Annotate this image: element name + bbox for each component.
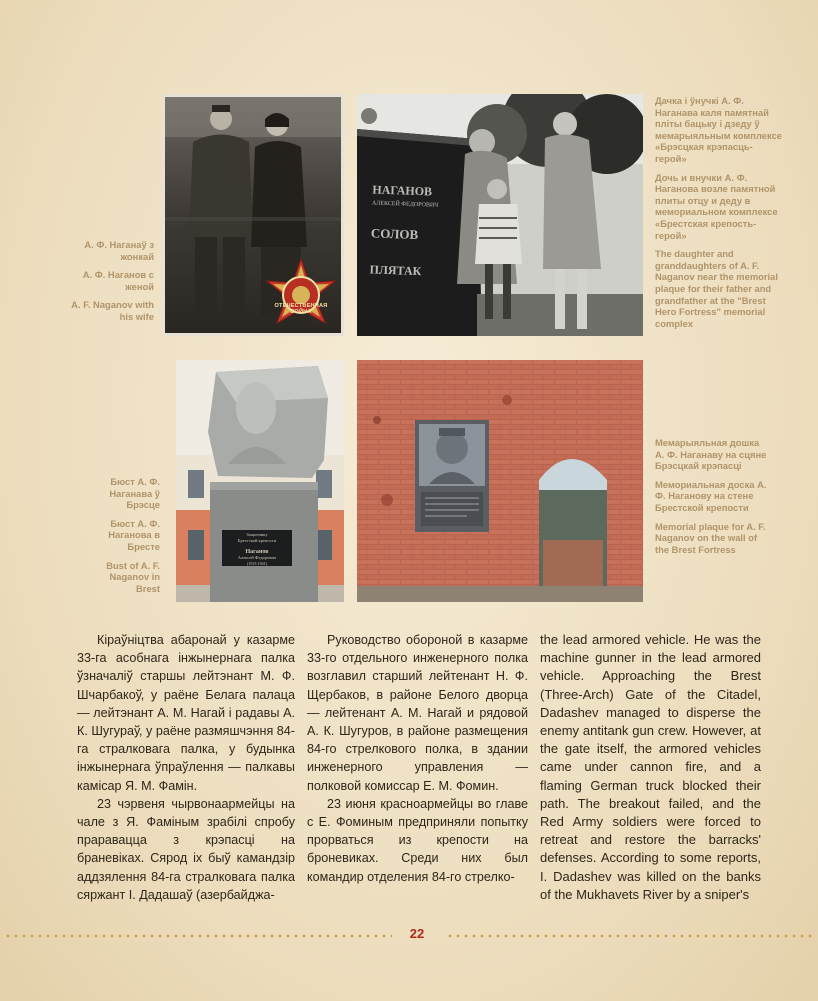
plate-line-4: Алексей Федорович — [237, 555, 277, 560]
column-english — [540, 631, 761, 904]
photo-bust — [176, 360, 344, 602]
paragraph-ru-1: Руководство обороной в казарме 33-го отдельного инженерного полка возглавил старший лейтенант Н. Ф. Щербаков, в районе Белого дворца — лейтенант А. М. Нагай и рядовой А. К. Шугуров, в районе размещения 84-го стрелкового полка, в здании инженерного управления — полковой комиссар Е. М. Фомин. — [307, 633, 528, 793]
slab-name-1: НАГАНОВ — [372, 182, 433, 199]
plate-line-1: Защитнику — [246, 532, 268, 537]
caption-family-be: Дачка і ўнучкі А. Ф. Наганава каля памятнай пліты бацьку і дзеду ў мемарыяльным комплексе «Брэсцкая крэпасць-герой» — [655, 95, 782, 164]
caption-wife-be: А. Ф. Наганаў з жонкай — [84, 239, 154, 262]
caption-wife-ru: А. Ф. Наганов с женой — [82, 269, 154, 292]
caption-bust — [86, 476, 160, 601]
photo-plaque-wall — [357, 360, 643, 602]
caption-plaque — [655, 437, 767, 562]
slab-inscription — [369, 182, 462, 279]
pedestal-plate — [222, 530, 292, 566]
footer-dots-left — [4, 934, 392, 938]
paragraph-en-1: the lead armored vehicle. He was the machine gunner in the lead armored vehicle. Approaching the Brest (Three-Arch) Gate of the Citadel, Dadashev managed to disperse the enemy antitank gun crew. However, at the gate itself, the armored vehicles came under cannon fire, and a flaming German truck blocked their path. The breakout failed, and the Red Army soldiers were forced to retreat and restore the barracks' defenses. According to some reports, I. Dadashev was killed on the banks of the Mukhavets River by a sniper's — [540, 632, 761, 902]
column-russian — [307, 631, 528, 886]
photo-couple — [162, 94, 344, 336]
caption-wife — [60, 239, 154, 330]
caption-plaque-be: Мемарыяльная дошка А. Ф. Наганаву на сцяне Брэсцкай крэпасці — [655, 437, 767, 472]
slab-name-1-patronymic: АЛЕКСЕЙ ФЕДОРОВИЧ — [371, 200, 439, 209]
plate-line-5: (1915-1941) — [247, 561, 267, 566]
caption-family — [655, 95, 783, 336]
paragraph-ru-2: 23 июня красноармейцы во главе с Е. Фоминым предприняли попытку прорваться из крепости на броневиках. Среди них был командир отделения 84-го стрелко- — [307, 796, 528, 884]
footer-dots-right — [446, 934, 814, 938]
caption-family-ru: Дочь и внучки А. Ф. Наганова возле памятной плиты отцу и деду в мемориальном комплексе «Брестская крепость-герой» — [655, 171, 778, 241]
paragraph-be-1: Кіраўніцтва абаронай у казарме 33-га асобнага інжынернага палка ўзначаліў старшы лейтэнант М. Ф. Шчарбакоў, у раёне Белага палаца — лейтэнант А. М. Нагай і радавы А. К. Шугураў, у раёне размяшчэння 84-га стралковага палка, у будынка інжынернага ўпраўлення — палкавы камісар Я. М. Фамін. — [77, 633, 295, 793]
caption-wife-en: A. F. Naganov with his wife — [71, 299, 154, 322]
caption-family-en: The daughter and granddaughters of A. F. Naganov near the memorial plaque for their father and grandfather at the "Brest Hero Fortress" memorial complex — [655, 248, 778, 329]
caption-plaque-en: Memorial plaque for A. F. Naganov on the wall of the Brest Fortress — [655, 520, 766, 555]
page-number: 22 — [409, 926, 425, 941]
plate-line-3: Наганов — [245, 549, 269, 555]
photo-family — [357, 94, 643, 336]
plate-line-2: Брестской крепости — [237, 538, 277, 543]
caption-bust-be: Бюст А. Ф. Наганава ў Брэсце — [109, 476, 160, 511]
caption-bust-en: Bust of A. F. Naganov in Brest — [106, 559, 160, 594]
order-medal — [263, 257, 339, 333]
paragraph-be-2: 23 чэрвеня чырвонаармейцы на чале з Я. Фамiным зрабілі спробу праравацца з крэпасці на браневіках. Сярод іх быў камандзір аддзялення 84-га стралковага палка сяржант І. Дадашаў (азербайджа- — [77, 796, 295, 902]
caption-plaque-ru: Мемориальная доска А. Ф. Наганову на стене Брестской крепости — [655, 478, 767, 513]
slab-name-3: ПЛЯТАК — [369, 262, 422, 279]
column-belarusian — [77, 631, 295, 904]
slab-name-2: СОЛОВ — [370, 225, 419, 243]
caption-bust-ru: Бюст А. Ф. Наганова в Бресте — [108, 517, 160, 552]
medal-inscription: ОТЕЧЕСТВЕННАЯ ВОЙНА — [274, 303, 328, 315]
